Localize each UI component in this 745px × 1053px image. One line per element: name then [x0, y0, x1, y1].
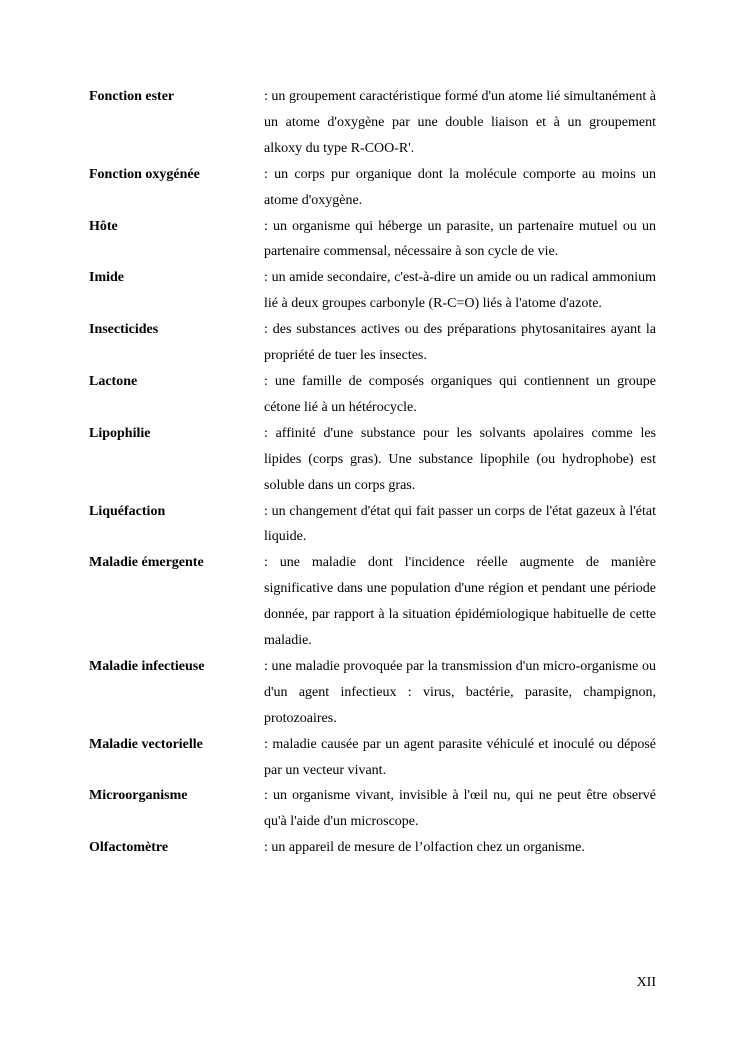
page-number: XII [636, 975, 656, 990]
glossary-definition: : affinité d'une substance pour les solvants apolaires comme les lipides (corps gras). Une substance lipophile (ou hydrophobe) est soluble dans un corps gras. [264, 425, 656, 493]
glossary-term: Olfactomètre [89, 840, 169, 856]
glossary-definition: : un appareil de mesure de l’olfaction chez un organisme. [264, 840, 585, 856]
glossary-entry [89, 732, 656, 784]
glossary-definition: : une maladie dont l'incidence réelle augmente de manière significative dans une population d'une région et pendant une période donnée, par rapport à la situation épidémiologique habituelle de cette maladie. [264, 555, 656, 649]
glossary-definition: : un groupement caractéristique formé d'un atome lié simultanément à un atome d'oxygène par une double liaison et à un groupement alkoxy du type R-COO-R'. [264, 89, 656, 156]
glossary-list [89, 84, 656, 861]
glossary-entry [89, 317, 656, 369]
glossary-entry [89, 369, 656, 421]
glossary-term: Fonction ester [89, 89, 175, 104]
glossary-entry [89, 421, 656, 499]
glossary-entry [89, 550, 656, 654]
glossary-definition: : un organisme vivant, invisible à l'œil nu, qui ne peut être observé qu'à l'aide d'un microscope. [264, 788, 656, 830]
glossary-definition: : maladie causée par un agent parasite véhiculé et inoculé ou déposé par un vecteur vivant. [264, 736, 656, 778]
glossary-term: Maladie vectorielle [89, 736, 203, 752]
glossary-term: Lactone [89, 373, 138, 389]
glossary-definition: : une famille de composés organiques qui contiennent un groupe cétone lié à un hétérocycle. [264, 373, 656, 415]
glossary-definition: : un amide secondaire, c'est-à-dire un amide ou un radical ammonium lié à deux groupes carbonyle (R-C=O) liés à l'atome d'azote. [264, 270, 656, 312]
glossary-term: Insecticides [89, 322, 159, 338]
glossary-entry [89, 654, 656, 732]
glossary-term: Maladie infectieuse [89, 658, 205, 674]
glossary-definition: : un changement d'état qui fait passer un corps de l'état gazeux à l'état liquide. [264, 503, 656, 545]
glossary-term: Hôte [89, 218, 118, 234]
glossary-definition: : un corps pur organique dont la molécule comporte au moins un atome d'oxygène. [264, 166, 656, 208]
glossary-term: Fonction oxygénée [89, 166, 200, 182]
glossary-definition: : des substances actives ou des préparations phytosanitaires ayant la propriété de tuer les insectes. [264, 322, 656, 364]
glossary-entry [89, 499, 656, 551]
glossary-entry [89, 84, 656, 162]
glossary-term: Microorganisme [89, 788, 188, 804]
glossary-definition: : un organisme qui héberge un parasite, un partenaire mutuel ou un partenaire commensal, nécessaire à son cycle de vie. [264, 218, 656, 260]
glossary-entry [89, 214, 656, 266]
glossary-definition: : une maladie provoquée par la transmission d'un micro-organisme ou d'un agent infectieux : virus, bactérie, parasite, champignon, protozoaires. [264, 658, 656, 726]
glossary-entry [89, 162, 656, 214]
glossary-term: Imide [89, 270, 124, 286]
glossary-entry [89, 265, 656, 317]
glossary-entry [89, 835, 656, 861]
glossary-entry [89, 783, 656, 835]
glossary-term: Lipophilie [89, 425, 151, 441]
glossary-term: Maladie émergente [89, 555, 204, 571]
glossary-term: Liquéfaction [89, 503, 166, 519]
